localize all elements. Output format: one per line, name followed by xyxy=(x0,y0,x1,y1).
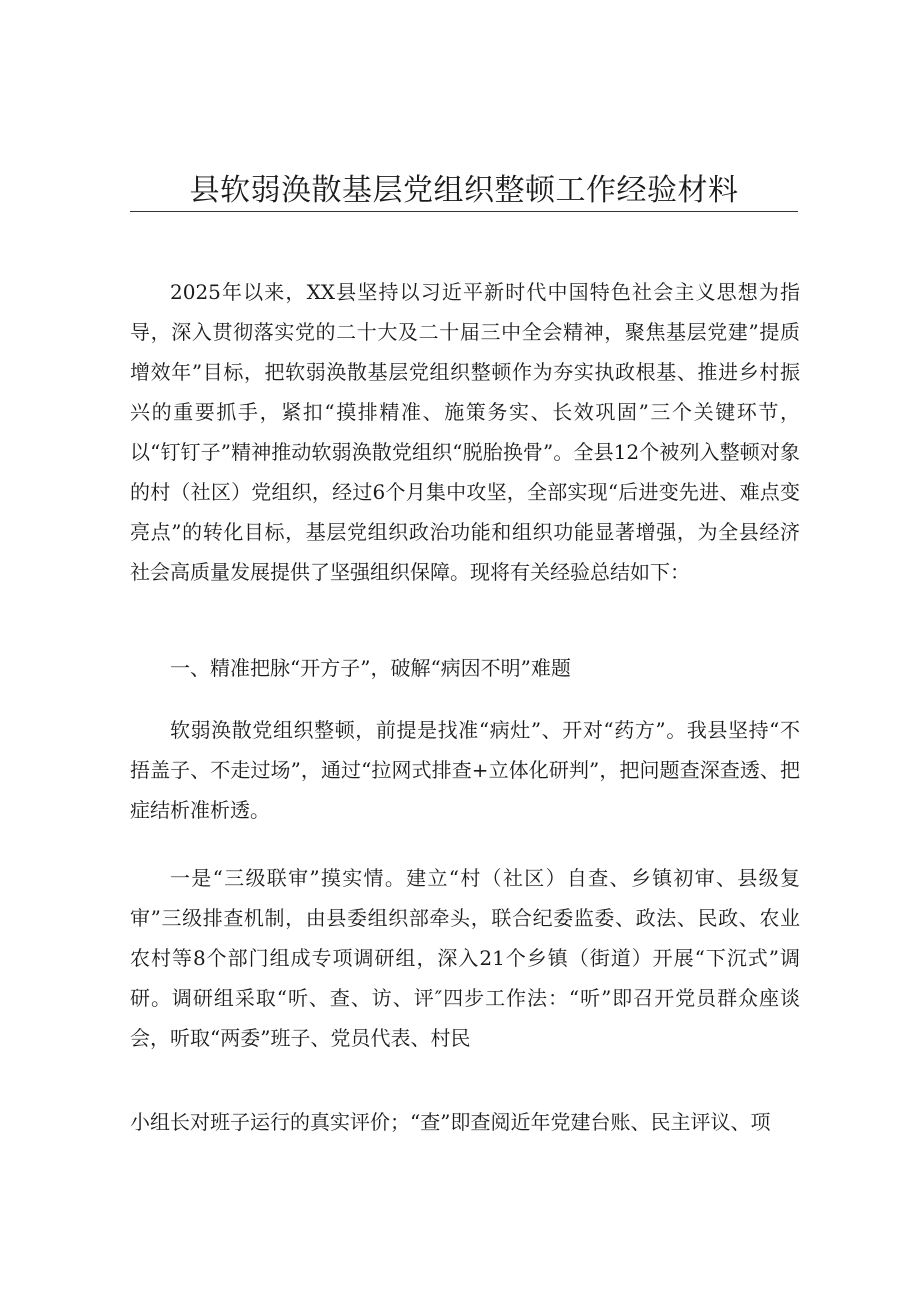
section-1-point-1-continued: 小组长对班子运行的真实评价；“查”即查阅近年党建台账、民主评议、项 xyxy=(130,1110,771,1134)
title-underline xyxy=(130,211,798,212)
section-1-point-1: 一是“三级联审”摸实情。建立“村（社区）自查、乡镇初审、县级复审”三级排查机制，由县委组织部牵头，联合纪委监委、政法、民政、农业农村等8个部门组成专项调研组，深入21个乡镇（街道）开展“下沉式”调研。调研组采取“听、查、访、评″四步工作法：“听”即召开党员群众座谈会，听取“两委”班子、党员代表、村民 xyxy=(130,866,800,1050)
section-1-paragraph: 软弱涣散党组织整顿，前提是找准“病灶”、开对“药方”。我县坚持“不捂盖子、不走过场”，通过“拉网式排查+立体化研判”，把问题查深查透、把症结析准析透。 xyxy=(130,718,800,822)
document-title: 县软弱涣散基层党组织整顿工作经验材料 xyxy=(189,173,739,208)
intro-paragraph: 2025年以来，XX县坚持以习近平新时代中国特色社会主义思想为指导，深入贯彻落实党的二十大及二十届三中全会精神，聚焦基层党建”提质增效年”目标，把软弱涣散基层党组织整顿作为夯实执政根基、推进乡村振兴的重要抓手，紧扣“摸排精准、施策务实、长效巩固”三个关键环节，以“钉钉子”精神推动软弱涣散党组织“脱胎换骨”。全县12个被列入整顿对象的村（社区）党组织，经过6个月集中攻坚，全部实现“后进变先进、难点变亮点”的转化目标，基层党组织政治功能和组织功能显著增强，为全县经济社会高质量发展提供了坚强组织保障。现将有关经验总结如下： xyxy=(130,280,800,584)
section-heading-1: 一、精准把脉“开方子”，破解“病因不明”难题 xyxy=(170,656,571,680)
